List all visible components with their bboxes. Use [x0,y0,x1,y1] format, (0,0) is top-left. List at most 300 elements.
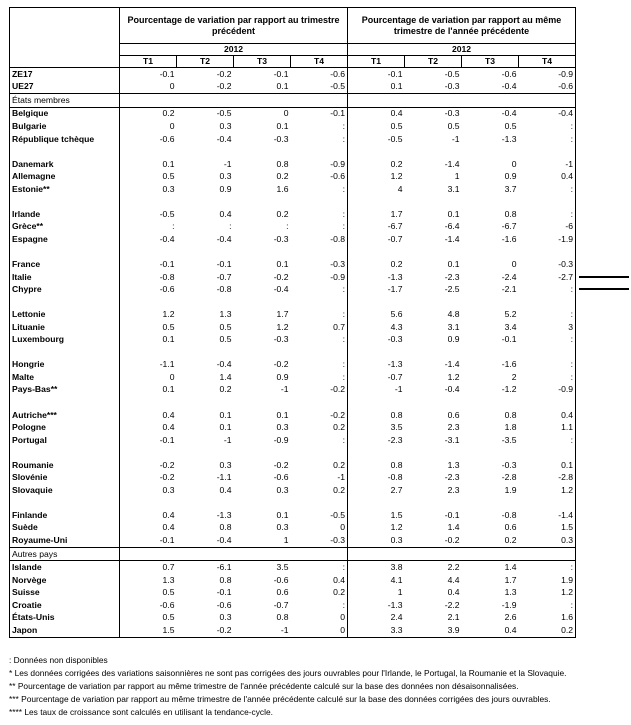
spacer-cell [405,346,462,359]
table-cell: -0.2 [159,472,175,483]
section-filler [405,94,462,108]
table-cell: 0.4 [390,108,403,119]
table-cell: 1 [454,171,460,182]
table-cell: 0.2 [291,421,348,434]
header-quarter: T2 [177,56,234,68]
table-cell: 1.1 [561,422,574,433]
table-cell: 1.3 [447,459,460,470]
table-cell: -0.1 [273,68,289,79]
table-cell: 1.2 [447,371,460,382]
spacer-cell [120,195,177,208]
table-cell: : [570,133,574,144]
table-cell: 0.8 [276,612,289,623]
table-cell: -0.6 [558,81,574,92]
spacer-cell [348,145,405,158]
table-cell: -0.9 [291,158,348,171]
table-cell: -2.5 [444,284,460,295]
table-cell: 1.2 [276,321,289,332]
table-cell: -1.3 [387,271,403,282]
table-cell: -6 [565,221,574,232]
header-corner-year [10,44,120,56]
header-quarter: T3 [234,56,291,68]
table-cell: -1.1 [216,472,232,483]
table-cell: -0.6 [216,599,232,610]
spacer-cell [348,296,405,309]
table-cell: 0.2 [276,171,289,182]
table-row [10,624,576,637]
table-cell: -6.7 [501,221,517,232]
section-row [10,547,576,561]
section-filler [462,547,519,561]
table-cell: : [291,183,348,196]
table-cell: -0.6 [273,472,289,483]
table-cell: : [570,284,574,295]
table-cell: 0.2 [390,158,403,169]
section-row [10,94,576,108]
spacer-cell [120,246,177,259]
row-label: Islande [10,561,120,574]
spacer-cell [234,296,291,309]
footnote: : Données non disponibles [9,655,108,665]
spacer-cell [462,446,519,459]
table-row [10,522,576,535]
table-cell: : [570,334,574,345]
table-cell: 0.5 [219,334,232,345]
spacer-cell [519,195,576,208]
section-label: États membres [10,94,120,108]
table-cell: : [291,221,348,234]
table-cell: 0.4 [561,171,574,182]
table-cell: 1.3 [504,587,517,598]
table-cell: -0.1 [501,334,517,345]
table-cell: 4.4 [447,574,460,585]
header-row-year [10,44,576,56]
row-label: Hongrie [10,359,120,372]
table-cell: -1.4 [444,158,460,169]
spacer-cell [291,497,348,510]
table-cell: : [291,434,348,447]
table-cell: 5.2 [504,309,517,320]
spacer-cell [177,195,234,208]
spacer-cell [234,446,291,459]
table-cell: 0.3 [219,120,232,131]
header-quarter: T2 [405,56,462,68]
spacer-cell [291,145,348,158]
row-label: Lettonie [10,308,120,321]
table-cell: 0.6 [447,409,460,420]
spacer-cell [519,296,576,309]
header-year-qoq: 2012 [120,44,348,56]
spacer-cell [177,396,234,409]
table-cell: 2.3 [447,422,460,433]
spacer-cell [10,145,120,158]
table-cell: : [291,133,348,146]
table-cell: -0.4 [216,133,232,144]
table-cell: -0.1 [159,68,175,79]
spacer-cell [234,145,291,158]
spacer-cell [10,296,120,309]
table-cell: -0.4 [216,535,232,545]
table-cell: -0.4 [216,359,232,370]
row-label: Pays-Bas** [10,384,120,397]
table-row [10,308,576,321]
row-label: Chypre [10,283,120,296]
row-label: Suisse [10,586,120,599]
table-cell: 0 [291,624,348,637]
table-cell: -1 [451,133,460,144]
table-row [10,459,576,472]
row-label: Suède [10,522,120,535]
table-cell: -2.3 [387,434,403,445]
table-cell: -0.2 [273,359,289,370]
row-label: Roumanie [10,459,120,472]
table-cell: : [570,359,574,370]
table-cell: -0.2 [273,271,289,282]
table-cell: 0 [511,158,517,169]
table-cell: -0.6 [159,284,175,295]
table-cell: -0.1 [159,535,175,545]
spacer-cell [10,346,120,359]
row-label: États-Unis [10,612,120,625]
row-label: Belgique [10,107,120,120]
table-row [10,384,576,397]
row-label: Portugal [10,434,120,447]
table-cell: 0.5 [162,321,175,332]
spacer-cell [10,497,120,510]
spacer-cell [234,497,291,510]
table-cell: -0.2 [216,68,232,79]
table-cell: -1 [280,624,289,635]
spacer-cell [519,396,576,409]
table-cell: 3.3 [390,624,403,635]
table-cell: 0.3 [390,535,403,545]
header-corner [10,8,120,44]
table-cell: -1 [565,158,574,169]
header-group-qoq: Pourcentage de variation par rapport au trimestre précédent [120,8,348,44]
table-cell: 1 [283,535,289,545]
header-year-yoy: 2012 [348,44,576,56]
table-cell: 0.4 [504,624,517,635]
spacer-cell [519,246,576,259]
spacer-row [10,145,576,158]
spacer-cell [405,145,462,158]
table-cell: -0.5 [216,108,232,119]
table-cell: -1.3 [387,599,403,610]
table-cell: -1.3 [501,133,517,144]
table-cell: 3.1 [447,321,460,332]
table-cell: 4 [397,183,403,194]
table-row [10,599,576,612]
table-row [10,359,576,372]
row-label: Italie [10,271,120,284]
row-label: Irlande [10,208,120,221]
table-cell: -2.3 [444,271,460,282]
table-row [10,107,576,120]
table-cell: 0 [169,371,175,382]
table-cell: 0.3 [162,484,175,495]
table-cell: -2.3 [444,472,460,483]
table-cell: 0.8 [390,459,403,470]
spacer-cell [291,246,348,259]
section-filler [120,94,177,108]
table-cell: 0.9 [276,371,289,382]
table-cell: : [570,183,574,194]
spacer-cell [462,145,519,158]
footnote: * Les données corrigées des variations saisonnières ne sont pas corrigées des jours ouvrables pour l'Irlande, le Portugal, la Roumanie et la Slovaquie. [9,668,567,678]
table-row [10,271,576,284]
table-cell: -1.2 [501,384,517,395]
spacer-cell [405,195,462,208]
spacer-row [10,396,576,409]
table-cell: 0.3 [276,484,289,495]
spacer-cell [234,396,291,409]
table-row [10,158,576,171]
row-label: ZE17 [10,68,120,81]
spacer-row [10,195,576,208]
table-cell: -0.6 [159,599,175,610]
spacer-cell [120,346,177,359]
section-filler [291,547,348,561]
header-group-yoy: Pourcentage de variation par rapport au même trimestre de l'année précédente [361,14,562,36]
section-filler [291,94,348,108]
table-cell: : [291,371,348,384]
section-label: Autres pays [10,547,120,561]
table-cell: -0.6 [159,133,175,144]
table-cell: 0.4 [162,522,175,533]
row-label: Royaume-Uni [10,534,120,547]
spacer-cell [291,195,348,208]
table-cell: -0.2 [291,384,348,397]
table-cell: 1.7 [276,309,289,320]
table-cell: 1.8 [504,422,517,433]
spacer-cell [291,346,348,359]
row-label: Espagne [10,233,120,246]
table-row [10,208,576,221]
table-cell: -0.9 [558,68,574,79]
table-cell: 0.5 [219,321,232,332]
table-cell: 1.4 [504,562,517,573]
table-cell: 0 [283,108,289,119]
table-cell: 0.5 [504,120,517,131]
spacer-cell [519,346,576,359]
table-cell: 1.2 [561,484,574,495]
table-cell: 3.5 [390,422,403,433]
table-cell: -1.1 [159,359,175,370]
table-cell: 0.1 [447,258,460,269]
spacer-cell [120,145,177,158]
table-cell: -2.7 [558,271,574,282]
table-cell: 2.6 [504,612,517,623]
table-cell: 2.2 [447,562,460,573]
spacer-cell [291,446,348,459]
table-cell: -0.7 [216,271,232,282]
header-corner-quarter [10,56,120,68]
table-cell: : [570,208,574,219]
row-label: France [10,258,120,271]
table-cell: : [570,309,574,320]
table-cell: 1.9 [561,574,574,585]
table-cell: 0.5 [162,171,175,182]
table-row [10,333,576,346]
table-cell: 2.4 [390,612,403,623]
table-cell: : [570,434,574,445]
table-cell: 5.6 [390,309,403,320]
table-cell: -1 [223,158,232,169]
table-cell: 3.4 [504,321,517,332]
spacer-cell [177,246,234,259]
section-filler [177,547,234,561]
table-cell: -0.8 [501,509,517,520]
table-cell: 0.1 [561,459,574,470]
table-cell: 1.4 [447,522,460,533]
table-cell: -0.5 [291,509,348,522]
table-cell: 1 [397,587,403,598]
table-row [10,170,576,183]
table-cell: 3.8 [390,562,403,573]
table-cell: 1.7 [504,574,517,585]
table-cell: -0.1 [291,107,348,120]
table-cell: -0.5 [444,68,460,79]
table-cell: 0.1 [219,422,232,433]
table-cell: 3 [568,321,574,332]
table-cell: 1.6 [561,612,574,623]
table-cell: : [291,561,348,574]
row-label: Allemagne [10,170,120,183]
spacer-row [10,346,576,359]
table-cell: 0.1 [276,120,289,131]
table-cell: -0.3 [501,459,517,470]
table-cell: 1.5 [162,624,175,635]
table-cell: -1.9 [558,233,574,244]
spacer-cell [120,446,177,459]
row-label: Autriche*** [10,409,120,422]
table-cell: -0.3 [444,81,460,92]
table-cell: -2.2 [444,599,460,610]
table-cell: -1.6 [501,233,517,244]
header-row-groups [10,8,576,44]
table-row [10,574,576,587]
table-cell: 0 [169,120,175,131]
table-cell: -1 [223,434,232,445]
table-cell: 0.4 [561,409,574,420]
section-filler [234,94,291,108]
table-cell: 2.1 [447,612,460,623]
spacer-cell [405,296,462,309]
table-cell: -0.8 [387,472,403,483]
spacer-cell [348,195,405,208]
table-cell: -0.1 [216,258,232,269]
spacer-cell [120,296,177,309]
table-cell: -3.5 [501,434,517,445]
spacer-cell [120,497,177,510]
row-label: Malte [10,371,120,384]
table-row [10,509,576,522]
table-cell: 0.6 [504,522,517,533]
table-cell: -6.7 [387,221,403,232]
table-cell: -0.4 [501,81,517,92]
table-cell: -0.5 [159,208,175,219]
table-cell: -0.5 [291,81,348,94]
table-row [10,586,576,599]
table-cell: 0.3 [276,522,289,533]
margin-marker-line [579,288,629,290]
section-filler [519,547,576,561]
table-cell: -1.3 [387,359,403,370]
table-cell: 0.3 [561,535,574,545]
table-cell: -1 [280,384,289,395]
table-cell: -0.7 [387,233,403,244]
table-cell: 0.2 [291,586,348,599]
table-cell: 0.5 [162,587,175,598]
table-cell: -1.4 [444,359,460,370]
row-label: Estonie** [10,183,120,196]
table-cell: -1 [291,472,348,485]
table-cell: -1.6 [501,359,517,370]
section-filler [405,547,462,561]
table-cell: 0.1 [276,409,289,420]
table-cell: -0.8 [159,271,175,282]
table-cell: -2.4 [501,271,517,282]
table-cell: 0.2 [504,535,517,545]
spacer-cell [405,446,462,459]
section-filler [348,547,405,561]
spacer-cell [177,497,234,510]
row-label: Croatie [10,599,120,612]
header-quarter: T3 [462,56,519,68]
table-cell: -0.9 [273,434,289,445]
table-cell: : [570,562,574,573]
table-cell: 0.1 [276,258,289,269]
spacer-cell [291,296,348,309]
table-cell: 0.2 [162,108,175,119]
table-cell: 0.5 [162,612,175,623]
section-filler [177,94,234,108]
row-label: Norvège [10,574,120,587]
table-cell: : [172,221,175,232]
section-filler [348,94,405,108]
row-label: Japon [10,624,120,637]
table-cell: 0.3 [162,183,175,194]
gdp-growth-table [9,7,576,638]
table-cell: 0.2 [561,624,574,635]
table-cell: -0.7 [273,599,289,610]
table-cell: : [291,208,348,221]
spacer-cell [177,346,234,359]
footnote: **** Les taux de croissance sont calculés en utilisant la tendance-cycle. [9,707,273,717]
table-cell: : [291,599,348,612]
table-cell: 0.8 [504,409,517,420]
header-quarter: T4 [291,56,348,68]
table-cell: 1.2 [390,171,403,182]
table-cell: 0.3 [276,422,289,433]
table-cell: : [291,283,348,296]
table-cell: 0.4 [162,422,175,433]
table-row [10,81,576,94]
table-cell: -0.3 [387,334,403,345]
spacer-cell [348,446,405,459]
table-cell: 0.2 [291,459,348,472]
table-cell: 0.8 [276,158,289,169]
spacer-cell [462,497,519,510]
table-cell: 0.2 [390,258,403,269]
header-quarter: T1 [348,56,405,68]
table-cell: -0.1 [216,587,232,598]
table-cell: 1.5 [561,522,574,533]
row-label: Bulgarie [10,120,120,133]
spacer-cell [405,497,462,510]
table-row [10,183,576,196]
spacer-cell [519,446,576,459]
